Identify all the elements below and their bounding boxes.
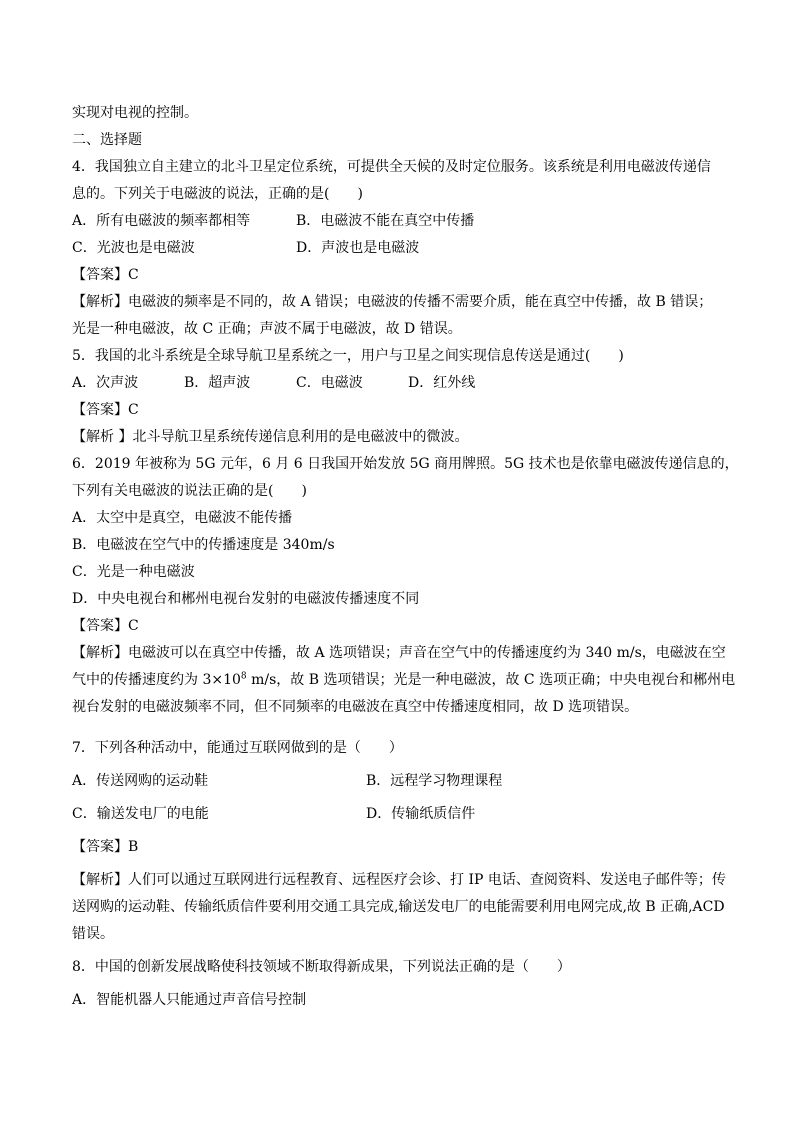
option-d: D．红外线 [408,375,476,391]
options-row [72,801,732,828]
answer: 【答案】C [72,267,139,283]
explanation: 视台发射的电磁波频率不同，但不同频率的电磁波在真空中传播速度相同，故 D 选项错误。 [72,699,639,715]
explanation: 光是一种电磁波，故 C 正确；声波不属于电磁波，故 D 错误。 [72,321,462,337]
option-a: A．传送网购的运动鞋 [72,773,209,789]
question-text: 7．下列各种活动中，能通过互联网做到的是（ ） [72,740,403,756]
exponent: 8 [240,671,247,682]
question-text: 6．2019 年被称为 5G 元年，6 月 6 日我国开始发放 5G 商用牌照。5G 技术也是依靠电磁波传递信息的， [72,456,739,472]
question-text: 5．我国的北斗系统是全球导航卫星系统之一，用户与卫星之间实现信息传送是通过( ) [72,348,624,364]
option-c: C．光波也是电磁波 [72,240,195,256]
question-text: 4．我国独立自主建立的北斗卫星定位系统，可提供全天候的及时定位服务。该系统是利用电磁波传递信 [72,159,711,175]
question-text: 8．中国的创新发展战略使科技领域不断取得新成果，下列说法正确的是（ ） [72,959,571,975]
option-d: D．中央电视台和郴州电视台发射的电磁波传播速度不同 [72,591,420,607]
explanation: 【解析 】北斗导航卫星系统传递信息利用的是电磁波中的微波。 [72,429,469,445]
option-a: A．次声波 [72,375,139,391]
answer: 【答案】C [72,402,139,418]
question-7 [72,735,732,948]
explanation [72,667,736,694]
explanation-text: 气中的传播速度约为 3×10 [72,672,241,688]
question-4 [72,154,732,343]
question-5 [72,343,732,451]
option-c: C．输送发电厂的电能 [72,806,209,822]
explanation: 错误。 [72,926,114,942]
options-row [72,235,732,262]
question-6 [72,451,739,721]
question-8 [72,954,732,1014]
options-row [72,370,732,397]
option-b: B．超声波 [184,375,251,391]
option-b: B．电磁波在空气中的传播速度是 340m/s [72,537,335,553]
option-b: B．电磁波不能在真空中传播 [296,213,475,229]
option-d: D．传输纸质信件 [366,806,476,822]
option-a: A．智能机器人只能通过声音信号控制 [72,992,307,1008]
text-line: 实现对电视的控制。 [72,105,198,121]
option-a: A．所有电磁波的频率都相等 [72,213,251,229]
section-heading: 二、选择题 [72,132,142,148]
option-c: C．光是一种电磁波 [72,564,195,580]
question-text: 下列有关电磁波的说法正确的是( ) [72,483,307,499]
option-c: C．电磁波 [296,375,363,391]
explanation: 送网购的运动鞋、传输纸质信件要利用交通工具完成,输送发电厂的电能需要利用电网完成,故 B 正确,ACD [72,899,725,915]
spacer [72,721,732,735]
options-row [72,208,732,235]
answer: 【答案】C [72,618,139,634]
option-d: D．声波也是电磁波 [296,240,420,256]
options-row [72,768,732,795]
document-body [72,100,739,1014]
question-text: 息的。下列关于电磁波的说法，正确的是( ) [72,186,363,202]
option-b: B．远程学习物理课程 [366,773,503,789]
explanation-text: m/s，故 B 选项错误；光是一种电磁波，故 C 选项正确；中央电视台和郴州电 [246,672,736,688]
explanation: 【解析】人们可以通过互联网进行远程教育、远程医疗会诊、打 IP 电话、查阅资料、发送电子邮件等；传 [72,872,726,888]
option-a: A．太空中是真空，电磁波不能传播 [72,510,293,526]
explanation: 【解析】电磁波可以在真空中传播，故 A 选项错误；声音在空气中的传播速度约为 340 m/s，电磁波在空 [72,645,726,661]
explanation: 【解析】电磁波的频率是不同的，故 A 错误；电磁波的传播不需要介质，能在真空中传播，故 B 错误； [72,294,713,310]
answer: 【答案】B [72,839,139,855]
